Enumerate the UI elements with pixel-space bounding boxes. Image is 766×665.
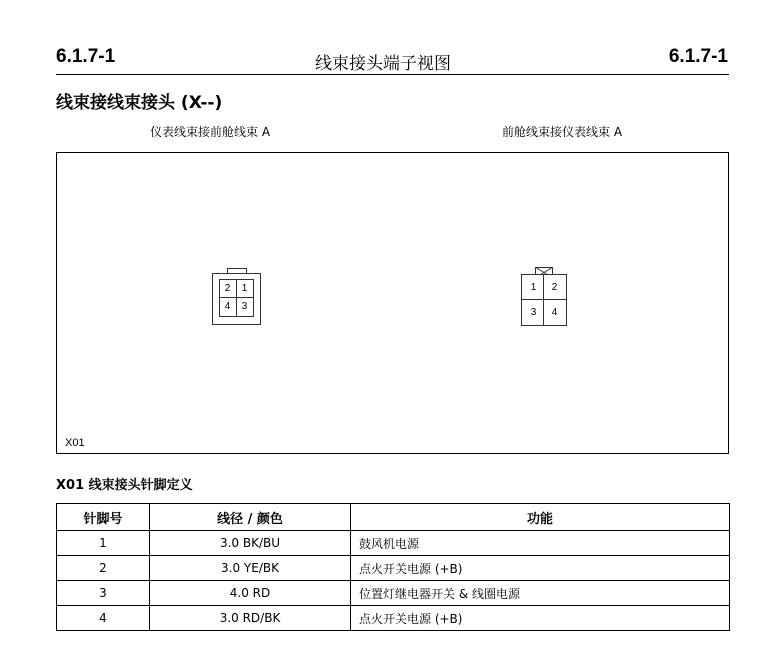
table-row (57, 606, 730, 631)
table-row (57, 556, 730, 581)
pin-number-cell: 2 (57, 556, 150, 581)
pin-label: 1 (530, 282, 537, 293)
connector-pin-grid (219, 279, 254, 317)
pin-definition-table (56, 503, 730, 631)
connector-right (521, 263, 567, 327)
column-header-wire: 线径 / 颜色 (150, 504, 351, 531)
connector-view-panel (56, 152, 729, 454)
header-divider (56, 74, 729, 75)
pin-number-cell: 1 (57, 531, 150, 556)
page-subtitle: 线束接线束接头 (X--) (56, 93, 223, 113)
connector-left (212, 268, 262, 326)
pin-number-cell: 4 (57, 606, 150, 631)
connector-code-label: X01 (65, 437, 85, 449)
function-cell: 点火开关电源 (+B) (351, 556, 730, 581)
pin-label: 4 (551, 307, 558, 318)
pin-number-cell: 3 (57, 581, 150, 606)
pin-label: 2 (224, 283, 231, 294)
connector-caption-left: 仪表线束接前舱线束 A (150, 125, 271, 139)
pin-definition-title: X01 线束接头针脚定义 (56, 478, 193, 493)
table-row (57, 581, 730, 606)
function-cell: 位置灯继电器开关 & 线圈电源 (351, 581, 730, 606)
connector-latch-icon (535, 263, 553, 274)
section-code-left: 6.1.7-1 (56, 46, 116, 67)
wire-cell: 3.0 YE/BK (150, 556, 351, 581)
connector-body (212, 273, 261, 325)
wire-cell: 4.0 RD (150, 581, 351, 606)
table-header-row (57, 504, 730, 531)
section-code-right: 6.1.7-1 (668, 46, 728, 67)
page-title: 线束接头端子视图 (315, 54, 451, 74)
function-cell: 鼓风机电源 (351, 531, 730, 556)
connector-body (521, 274, 567, 326)
connector-caption-right: 前舱线束接仪表线束 A (502, 125, 623, 139)
function-cell: 点火开关电源 (+B) (351, 606, 730, 631)
pin-label: 3 (241, 301, 248, 312)
table-row (57, 531, 730, 556)
pin-label: 4 (224, 301, 231, 312)
wire-cell: 3.0 BK/BU (150, 531, 351, 556)
column-header-function: 功能 (351, 504, 730, 531)
pin-label: 3 (530, 307, 537, 318)
column-header-pin: 针脚号 (57, 504, 150, 531)
pin-label: 1 (241, 283, 248, 294)
pin-label: 2 (551, 282, 558, 293)
wire-cell: 3.0 RD/BK (150, 606, 351, 631)
